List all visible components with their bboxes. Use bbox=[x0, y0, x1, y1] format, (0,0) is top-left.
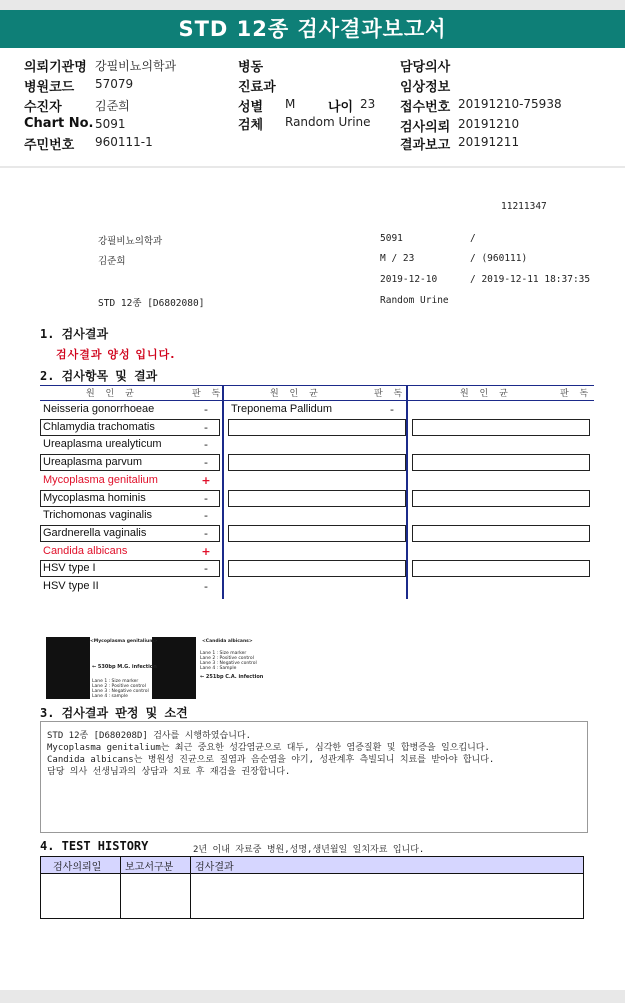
history-column-divider bbox=[120, 857, 121, 918]
opinion-line: 담당 의사 선생님과의 상담과 치료 후 재검을 권장합니다. bbox=[47, 767, 291, 777]
gel-lanes-candida bbox=[200, 651, 257, 671]
organism-header: 원 인 균 bbox=[460, 389, 512, 399]
organism-name: Gardnerella vaginalis bbox=[43, 526, 147, 539]
empty-result-box bbox=[228, 560, 406, 577]
specimen-value: Random Urine bbox=[285, 115, 371, 129]
organism-name: Neisseria gonorrhoeae bbox=[43, 403, 155, 415]
gel-lane-label: Lane 3 : Negative control bbox=[200, 661, 257, 666]
gel-lane-label: Lane 1 : Size marker bbox=[200, 651, 247, 656]
result-mark: - bbox=[204, 526, 208, 540]
empty-result-box bbox=[412, 419, 590, 436]
gel-lane-label: Lane 2 : Positive control bbox=[200, 656, 254, 661]
result-header: 판 독 bbox=[374, 389, 407, 399]
organism-header: 원 인 균 bbox=[270, 389, 322, 399]
gel-lane-label: Lane 3 : Negative control bbox=[92, 689, 149, 694]
hospital-code-label: 병원코드 bbox=[24, 80, 75, 95]
section-1-title: 1. 검사결과 bbox=[40, 327, 109, 341]
institution-label: 의뢰기관명 bbox=[24, 60, 87, 75]
history-note: 2년 이내 자료중 병원,성명,생년월일 일치자료 입니다. bbox=[193, 845, 425, 855]
organism-name: HSV type II bbox=[43, 580, 99, 592]
gel-title-mycoplasma: <Mycoplasma genitalium> bbox=[90, 639, 158, 644]
column-divider bbox=[222, 385, 224, 599]
result-mark: - bbox=[204, 403, 208, 416]
print-report-datetime: / 2019-12-11 18:37:35 bbox=[470, 274, 591, 285]
print-chart: 5091 bbox=[380, 233, 403, 244]
print-slash: / bbox=[470, 233, 476, 244]
result-mark: - bbox=[204, 420, 208, 434]
gel-image-candida bbox=[152, 637, 196, 699]
gel-band-mycoplasma: ← 530bp M.G. infection bbox=[92, 664, 157, 670]
opinion-line: Mycoplasma genitalium는 최근 중요한 성감염균으로 대두, 심각한 염증질환 및 합병증을 일으킵니다. bbox=[47, 743, 490, 753]
gel-lane-label: Lane 4 : Sample bbox=[200, 666, 237, 671]
empty-result-box bbox=[228, 525, 406, 542]
empty-result-box bbox=[412, 454, 590, 471]
history-col-report-type: 보고서구분 bbox=[125, 862, 174, 873]
institution-value: 강필비뇨의학과 bbox=[95, 59, 177, 73]
opinion-line: Candida albicans는 병원성 진균으로 질염과 음순염을 야기, 성관계후 측빌되니 치료를 받아야 합니다. bbox=[47, 755, 495, 765]
organism-name: Treponema Pallidum bbox=[231, 403, 333, 415]
section-4-title: 4. TEST HISTORY bbox=[40, 839, 149, 853]
report-title: STD 12종 검사결과보고서 bbox=[0, 10, 625, 48]
section-3-title: 3. 검사결과 판정 및 소견 bbox=[40, 706, 188, 720]
rrn-label: 주민번호 bbox=[24, 138, 75, 153]
doctor-label: 담당의사 bbox=[400, 60, 451, 75]
gel-lanes-mycoplasma bbox=[92, 679, 149, 699]
print-request-date: 2019-12-10 bbox=[380, 274, 438, 285]
history-col-result: 검사결과 bbox=[195, 862, 234, 873]
request-date-value: 20191210 bbox=[458, 117, 520, 131]
accession-value: 20191210-75938 bbox=[458, 97, 562, 111]
empty-result-box bbox=[228, 454, 406, 471]
gel-image-mycoplasma bbox=[46, 637, 90, 699]
empty-result-box bbox=[228, 490, 406, 507]
ward-label: 병동 bbox=[238, 60, 264, 75]
result-mark: - bbox=[204, 456, 208, 470]
organism-name: Ureaplasma parvum bbox=[43, 456, 143, 469]
opinion-line: STD 12종 [D680208D] 검사를 시행하였습니다. bbox=[47, 731, 252, 741]
dept-label: 진료과 bbox=[238, 80, 276, 95]
age-value: 23 bbox=[360, 97, 376, 111]
print-specimen: Random Urine bbox=[380, 295, 449, 306]
patient-label: 수진자 bbox=[24, 100, 62, 115]
column-divider bbox=[406, 385, 408, 599]
print-code: 11211347 bbox=[501, 201, 547, 212]
gel-lane-label: Lane 2 : Positive control bbox=[92, 684, 146, 689]
print-institution: 강필비뇨의학과 bbox=[98, 236, 163, 247]
gel-title-candida: <Candida albicans> bbox=[202, 639, 253, 644]
request-date-label: 검사의뢰 bbox=[400, 120, 451, 135]
test-history-table bbox=[40, 856, 584, 919]
result-mark: - bbox=[204, 491, 208, 505]
accession-label: 접수번호 bbox=[400, 100, 451, 115]
print-sex-age: M / 23 bbox=[380, 253, 415, 264]
patient-info-header bbox=[0, 48, 625, 166]
organism-name: Candida albicans bbox=[43, 544, 128, 557]
gel-lane-label: Lane 4 : sample bbox=[92, 694, 128, 699]
hospital-code-value: 57079 bbox=[95, 77, 134, 91]
history-column-divider bbox=[190, 857, 191, 918]
organism-name: Ureaplasma urealyticum bbox=[43, 438, 162, 451]
specimen-label: 검체 bbox=[238, 118, 264, 133]
gel-band-candida: ← 251bp C.A. infection bbox=[200, 674, 264, 680]
report-date-label: 결과보고 bbox=[400, 138, 451, 153]
report-date-value: 20191211 bbox=[458, 135, 520, 149]
history-header-row bbox=[41, 857, 583, 874]
organism-name: Trichomonas vaginalis bbox=[43, 509, 153, 522]
opinion-box bbox=[40, 721, 588, 833]
result-mark: - bbox=[390, 403, 394, 416]
sex-value: M bbox=[285, 97, 296, 111]
result-mark: - bbox=[204, 509, 208, 523]
organism-name: Mycoplasma hominis bbox=[43, 491, 146, 504]
organism-name: Chlamydia trachomatis bbox=[43, 420, 155, 433]
result-mark: + bbox=[201, 473, 211, 487]
sex-label: 성별 bbox=[238, 100, 264, 115]
gel-lane-label: Lane 1 : Size marker bbox=[92, 679, 139, 684]
empty-result-box bbox=[412, 525, 590, 542]
organism-name: Mycoplasma genitalium bbox=[43, 473, 158, 486]
organism-header: 원 인 균 bbox=[86, 389, 138, 399]
chart-label: Chart No. bbox=[24, 116, 94, 131]
history-col-request-date: 검사의뢰일 bbox=[53, 862, 102, 873]
print-patient: 김준희 bbox=[98, 256, 126, 267]
empty-result-box bbox=[412, 490, 590, 507]
result-mark: - bbox=[204, 438, 208, 452]
result-header: 판 독 bbox=[192, 389, 225, 399]
patient-value: 김준희 bbox=[95, 99, 130, 113]
age-label: 나이 bbox=[328, 100, 354, 115]
result-mark: - bbox=[204, 580, 208, 593]
result-mark: + bbox=[201, 544, 211, 558]
print-test: STD 12종 [D6802080] bbox=[98, 298, 205, 309]
section-2-title: 2. 검사항목 및 결과 bbox=[40, 369, 158, 383]
chart-value: 5091 bbox=[95, 117, 126, 131]
rrn-value: 960111-1 bbox=[95, 135, 153, 149]
result-header: 판 독 bbox=[560, 389, 593, 399]
print-rrn: / (960111) bbox=[470, 253, 528, 264]
organism-name: HSV type I bbox=[43, 562, 96, 575]
positive-result-message: 검사결과 양성 입니다. bbox=[56, 348, 176, 361]
result-mark: - bbox=[204, 562, 208, 576]
clinical-label: 임상정보 bbox=[400, 80, 451, 95]
empty-result-box bbox=[228, 419, 406, 436]
gel-electrophoresis-images bbox=[44, 635, 304, 701]
empty-result-box bbox=[412, 560, 590, 577]
